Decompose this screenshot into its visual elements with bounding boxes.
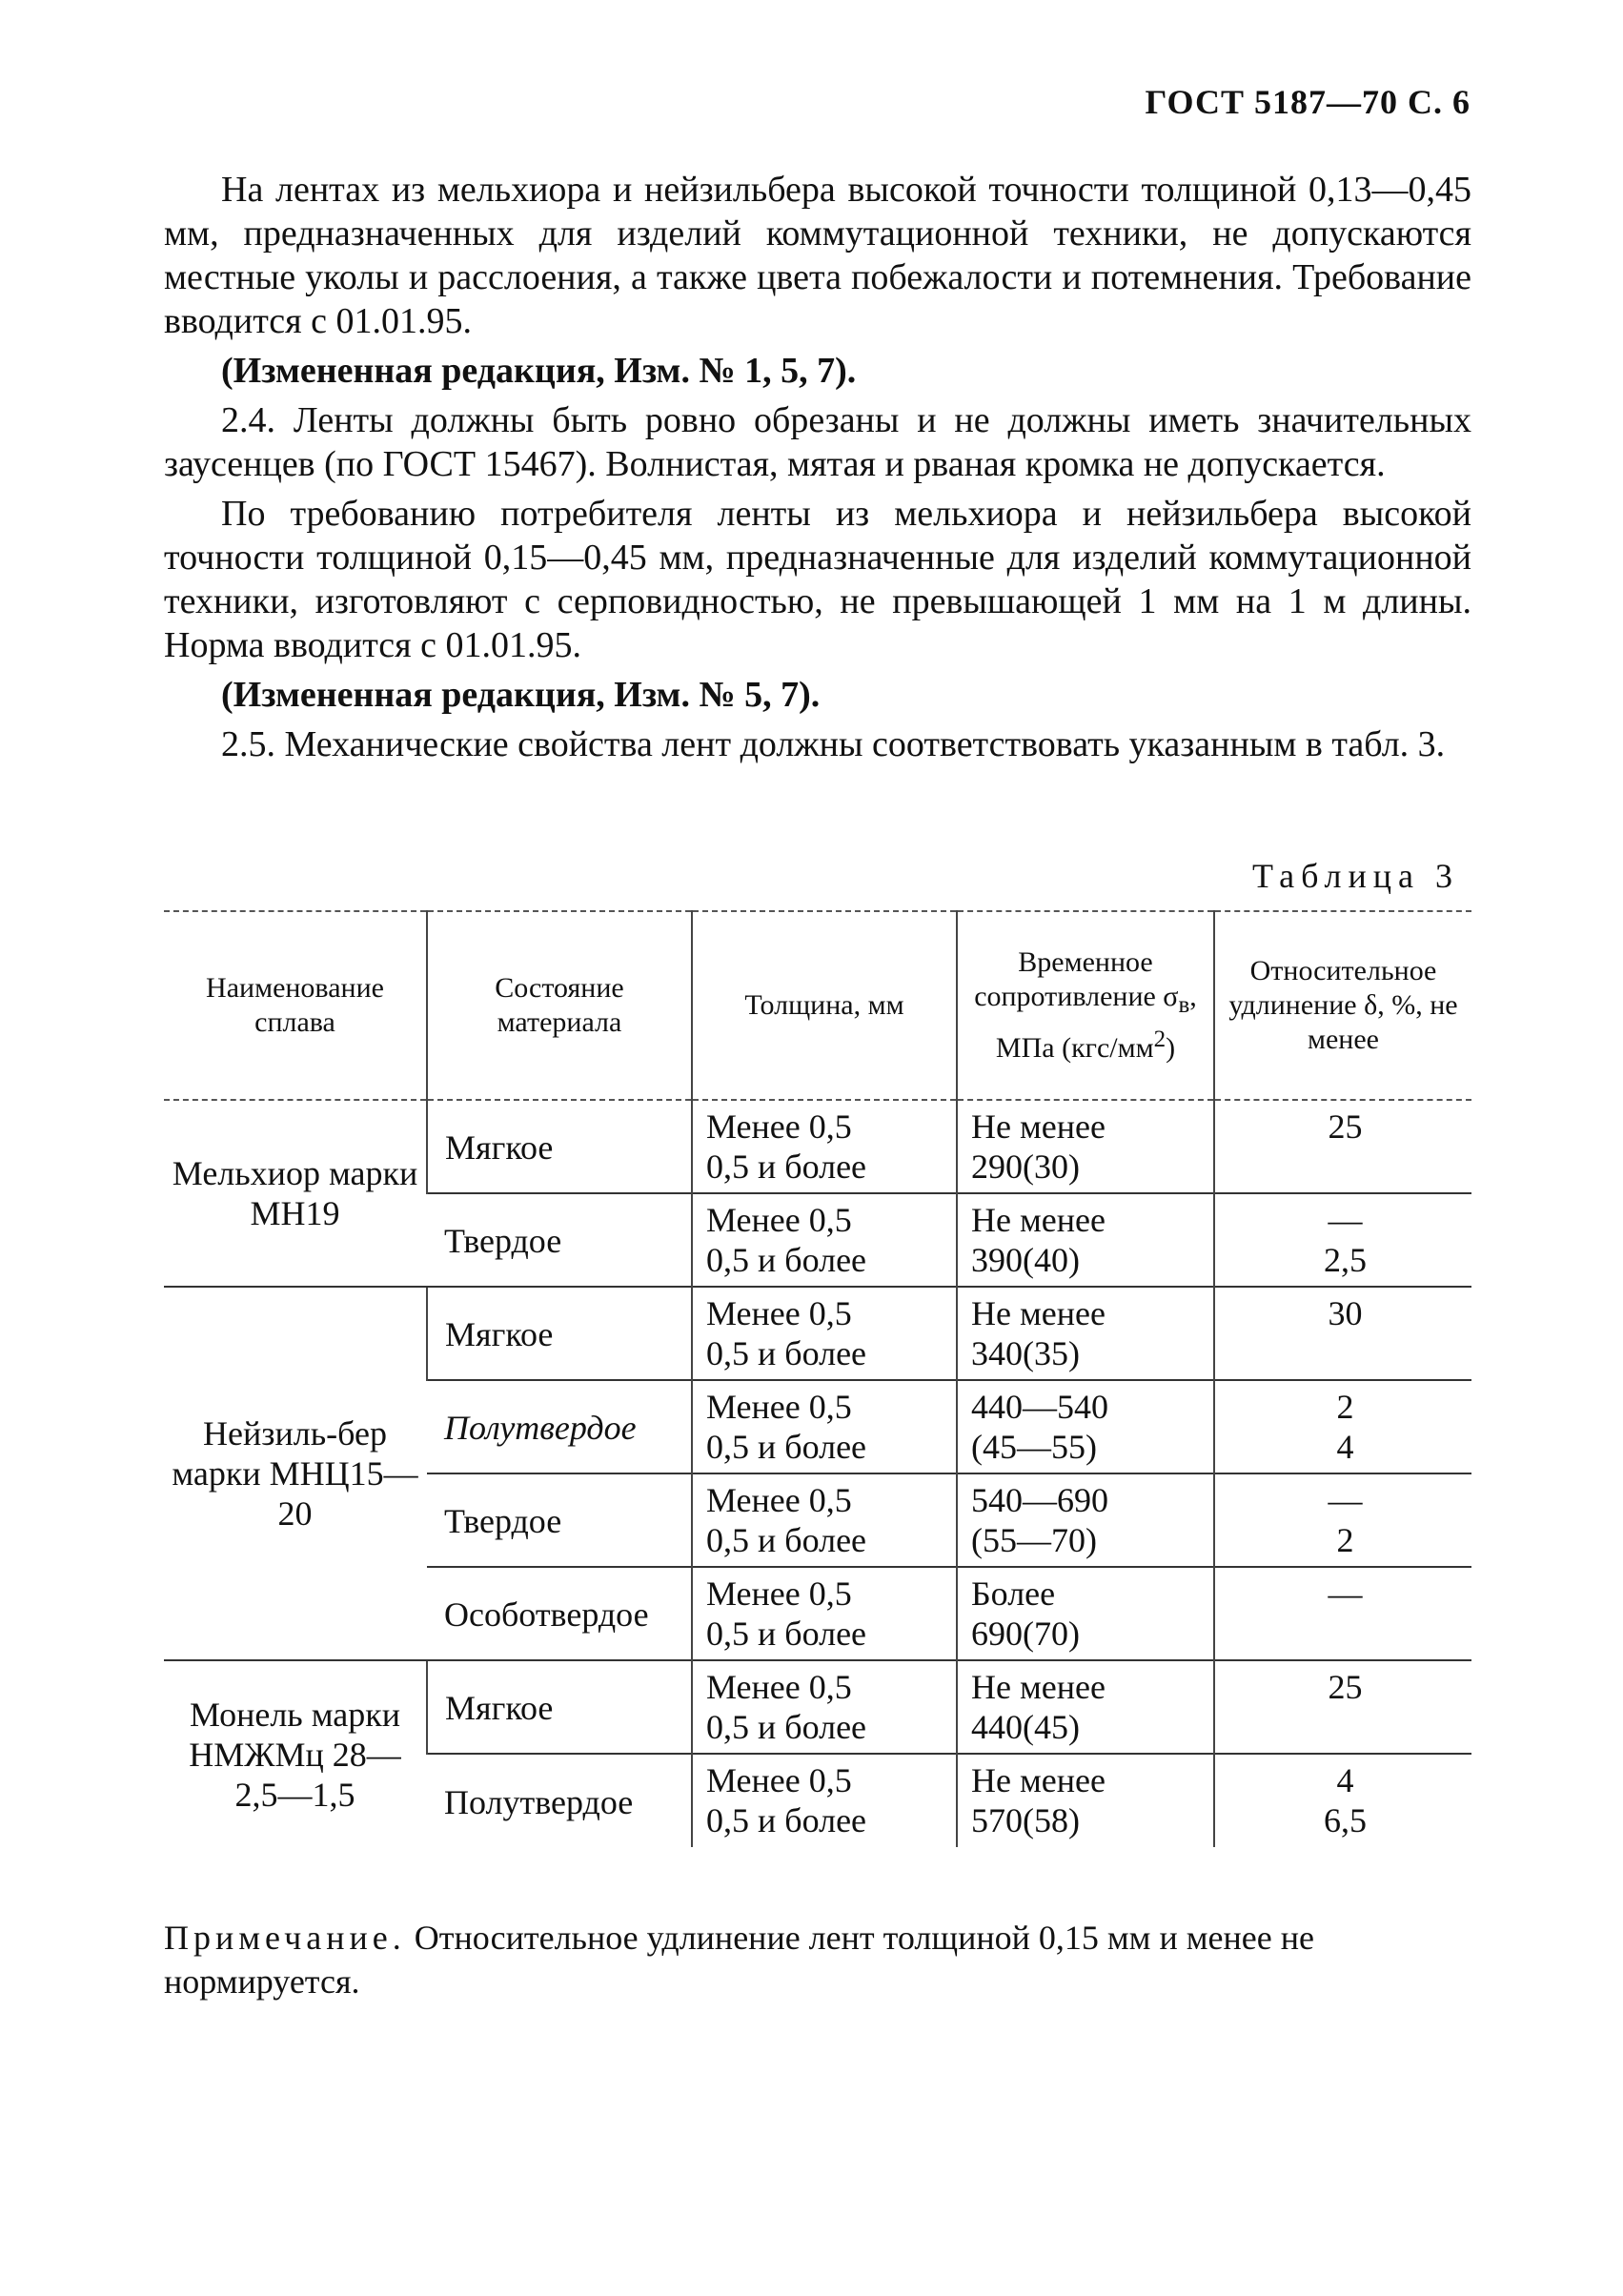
elongation-cell xyxy=(1214,1660,1471,1754)
body-text xyxy=(164,168,1471,766)
paragraph-camber: По требованию потребителя ленты из мельхиора и нейзильбера высокой точности толщиной 0,15—0,45 мм, предназначенные для изделий коммутационной техники, изготовляют с серповидностью, не превышающей 1 мм на 1 м длины. Норма вводится с 01.01.95. xyxy=(164,494,1471,665)
thickness-line: Менее 0,5 xyxy=(706,1201,852,1239)
elongation-line: 6,5 xyxy=(1324,1801,1367,1839)
state-cell: Полутвердое xyxy=(427,1754,692,1847)
strength-cell xyxy=(957,1754,1214,1847)
thickness-line: Менее 0,5 xyxy=(706,1668,852,1706)
state-cell: Мягкое xyxy=(427,1100,692,1193)
strength-line: Не менее xyxy=(971,1668,1106,1706)
elongation-line: — xyxy=(1328,1481,1363,1519)
thickness-line: 0,5 и более xyxy=(706,1428,867,1466)
thickness-cell xyxy=(692,1287,957,1380)
elongation-cell xyxy=(1214,1567,1471,1660)
table-header-row xyxy=(164,911,1471,1100)
alloy-mn19: Мельхиор марки МН19 xyxy=(172,1154,418,1232)
strength-line: 290(30) xyxy=(971,1148,1080,1186)
elongation-line: 25 xyxy=(1328,1107,1363,1146)
elongation-cell xyxy=(1214,1287,1471,1380)
thickness-line: Менее 0,5 xyxy=(706,1107,852,1146)
elongation-line: 30 xyxy=(1328,1294,1363,1332)
strength-line: Не менее xyxy=(971,1201,1106,1239)
elongation-cell xyxy=(1214,1380,1471,1473)
strength-line: 570(58) xyxy=(971,1801,1080,1839)
table-caption: Таблица 3 xyxy=(1252,857,1459,895)
header-strength-end: ) xyxy=(1166,1032,1176,1064)
table-row xyxy=(164,1287,1471,1380)
table-row xyxy=(164,1660,1471,1754)
elongation-line: 2 xyxy=(1336,1521,1354,1559)
table-row xyxy=(164,1100,1471,1193)
thickness-cell xyxy=(692,1193,957,1287)
strength-cell xyxy=(957,1287,1214,1380)
state-cell: Твердое xyxy=(427,1193,692,1287)
header-strength-text: Временное сопротивление σ xyxy=(974,946,1179,1012)
elongation-line: 4 xyxy=(1336,1428,1354,1466)
elongation-line: — xyxy=(1328,1575,1363,1613)
thickness-cell xyxy=(692,1660,957,1754)
thickness-cell xyxy=(692,1567,957,1660)
paragraph-surface-defects: На лентах из мельхиора и нейзильбера высокой точности толщиной 0,13—0,45 мм, предназначенных для изделий коммутационной техники, не допускаются местные уколы и расслоения, а также цвета побежалости и потемнения. Требование вводится с 01.01.95. xyxy=(164,170,1471,341)
strength-line: (55—70) xyxy=(971,1521,1097,1559)
thickness-line: 0,5 и более xyxy=(706,1148,867,1186)
elongation-cell xyxy=(1214,1193,1471,1287)
amendment-note-1: (Измененная редакция, Изм. № 1, 5, 7). xyxy=(221,351,857,391)
strength-line: Не менее xyxy=(971,1761,1106,1799)
strength-line: (45—55) xyxy=(971,1428,1097,1466)
elongation-cell xyxy=(1214,1754,1471,1847)
strength-line: Более xyxy=(971,1575,1056,1613)
thickness-line: Менее 0,5 xyxy=(706,1481,852,1519)
strength-cell xyxy=(957,1193,1214,1287)
elongation-cell xyxy=(1214,1473,1471,1567)
thickness-line: Менее 0,5 xyxy=(706,1575,852,1613)
strength-line: Не менее xyxy=(971,1107,1106,1146)
state-cell: Мягкое xyxy=(427,1660,692,1754)
thickness-line: 0,5 и более xyxy=(706,1241,867,1279)
elongation-line: 25 xyxy=(1328,1668,1363,1706)
thickness-line: 0,5 и более xyxy=(706,1708,867,1746)
strength-line: 540—690 xyxy=(971,1481,1108,1519)
table-note xyxy=(164,1916,1471,2003)
thickness-line: 0,5 и более xyxy=(706,1615,867,1653)
elongation-line: 2 xyxy=(1336,1388,1354,1426)
thickness-line: 0,5 и более xyxy=(706,1334,867,1372)
thickness-line: 0,5 и более xyxy=(706,1801,867,1839)
page-header: ГОСТ 5187—70 С. 6 xyxy=(1145,83,1471,121)
header-strength-sub: в xyxy=(1178,992,1190,1018)
thickness-line: 0,5 и более xyxy=(706,1521,867,1559)
strength-cell xyxy=(957,1567,1214,1660)
strength-cell xyxy=(957,1660,1214,1754)
header-state: Состояние материала xyxy=(427,911,692,1100)
header-elongation: Относительное удлинение δ, %, не менее xyxy=(1214,911,1471,1100)
state-cell: Особотвердое xyxy=(427,1567,692,1660)
thickness-cell xyxy=(692,1473,957,1567)
thickness-cell xyxy=(692,1754,957,1847)
header-strength-unit: , МПа (кгс/мм xyxy=(995,981,1197,1064)
strength-cell xyxy=(957,1473,1214,1567)
state-cell: Твердое xyxy=(427,1473,692,1567)
amendment-note-2: (Измененная редакция, Изм. № 5, 7). xyxy=(221,675,821,715)
thickness-cell xyxy=(692,1380,957,1473)
note-label: Примечание. xyxy=(164,1919,406,1957)
strength-line: Не менее xyxy=(971,1294,1106,1332)
note-text: Относительное удлинение лент толщиной 0,15 мм и менее не нормируется. xyxy=(164,1919,1314,2001)
strength-line: 440(45) xyxy=(971,1708,1080,1746)
elongation-line: 2,5 xyxy=(1324,1241,1367,1279)
thickness-line: Менее 0,5 xyxy=(706,1294,852,1332)
strength-line: 340(35) xyxy=(971,1334,1080,1372)
header-thickness: Толщина, мм xyxy=(692,911,957,1100)
alloy-nmzhmts: Монель марки НМЖМц 28—2,5—1,5 xyxy=(164,1660,427,1847)
strength-cell xyxy=(957,1380,1214,1473)
header-strength xyxy=(957,911,1214,1100)
table-3 xyxy=(164,910,1471,1847)
paragraph-2-5: 2.5. Механические свойства лент должны соответствовать указанным в табл. 3. xyxy=(221,724,1446,764)
paragraph-2-4: 2.4. Ленты должны быть ровно обрезаны и не должны иметь значительных заусенцев (по ГОСТ 15467). Волнистая, мятая и рваная кромка не допускается. xyxy=(164,400,1471,484)
thickness-line: Менее 0,5 xyxy=(706,1761,852,1799)
strength-line: 440—540 xyxy=(971,1388,1108,1426)
thickness-line: Менее 0,5 xyxy=(706,1388,852,1426)
thickness-cell xyxy=(692,1100,957,1193)
strength-line: 690(70) xyxy=(971,1615,1080,1653)
state-cell: Мягкое xyxy=(427,1287,692,1380)
strength-cell xyxy=(957,1100,1214,1193)
elongation-line: — xyxy=(1328,1201,1363,1239)
elongation-line: 4 xyxy=(1336,1761,1354,1799)
strength-line: 390(40) xyxy=(971,1241,1080,1279)
elongation-cell xyxy=(1214,1100,1471,1193)
header-strength-sup: 2 xyxy=(1153,1026,1167,1052)
alloy-mnts15-20: Нейзиль-бер марки МНЦ15—20 xyxy=(164,1287,427,1660)
header-alloy: Наименование сплава xyxy=(164,911,427,1100)
state-cell: Полутвердое xyxy=(427,1380,692,1473)
